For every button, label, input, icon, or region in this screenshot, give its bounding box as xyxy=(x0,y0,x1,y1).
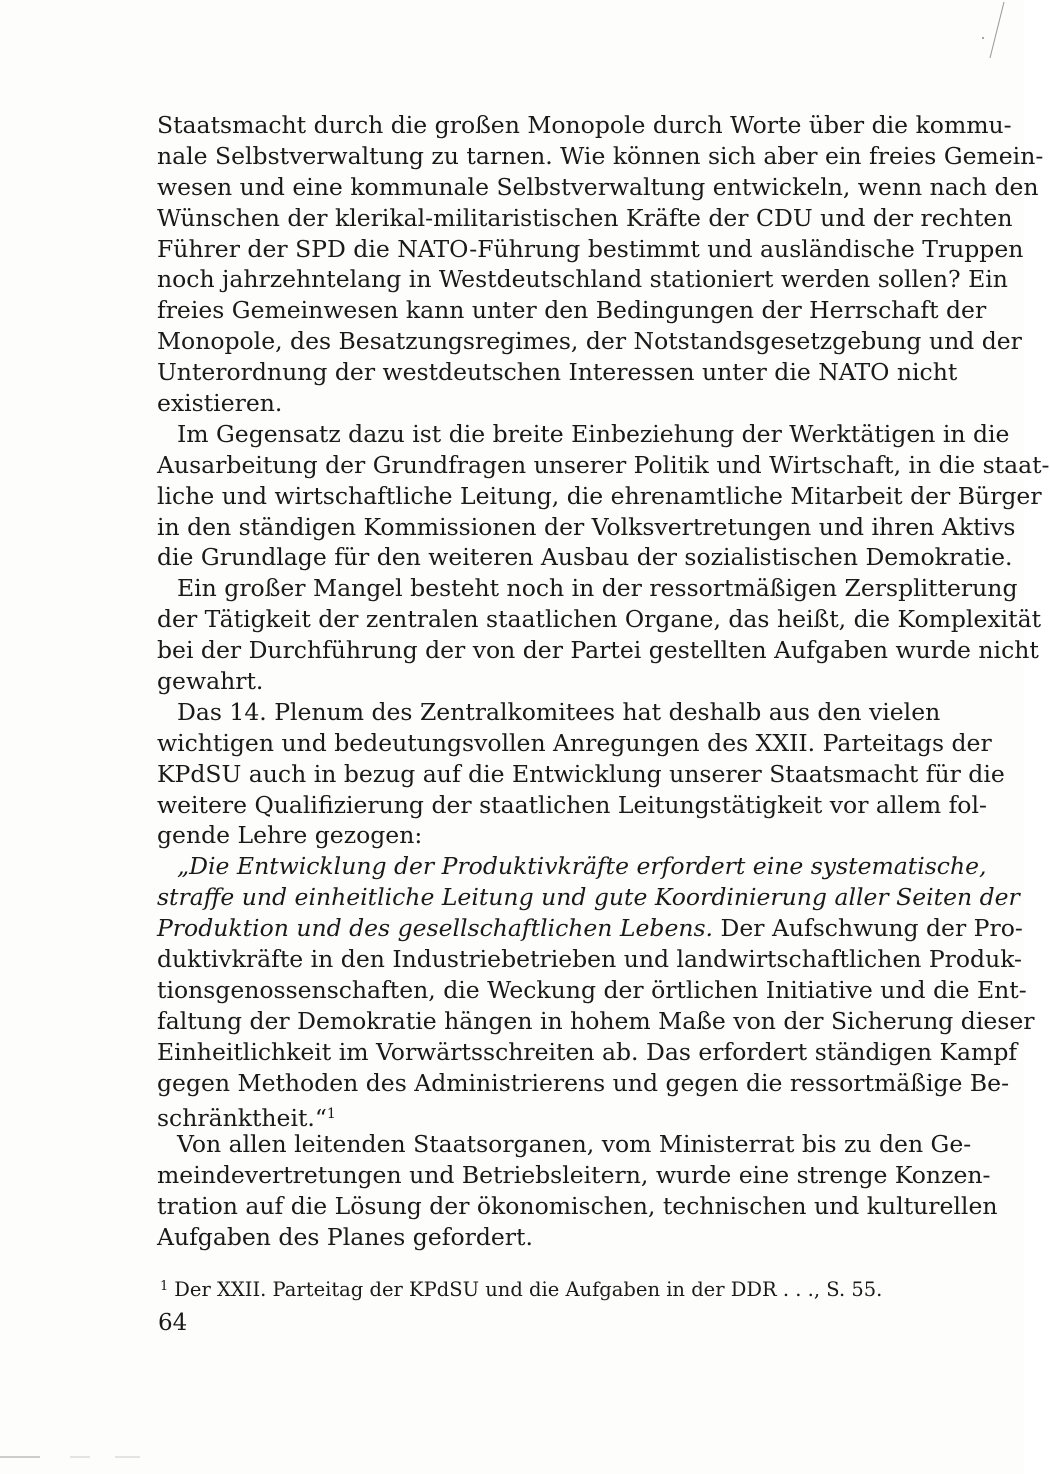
body-text xyxy=(157,110,1050,1253)
text-line: nale Selbstverwaltung zu tarnen. Wie können sich aber ein freies Gemein- xyxy=(157,141,1044,170)
text-line: bei der Durchführung der von der Partei gestellten Aufgaben wurde nicht xyxy=(157,636,1039,665)
text-line: Von allen leitenden Staatsorganen, vom Ministerrat bis zu den Ge- xyxy=(177,1130,972,1159)
text-line: freies Gemeinwesen kann unter den Bedingungen der Herrschaft der xyxy=(157,296,987,325)
paragraph xyxy=(157,110,1044,419)
text-line: Führer der SPD die NATO-Führung bestimmt und ausländische Truppen xyxy=(157,234,1024,263)
text-line: Einheitlichkeit im Vorwärtsschreiten ab. Das erfordert ständigen Kampf xyxy=(157,1037,1018,1066)
text-line: Aufgaben des Planes gefordert. xyxy=(157,1223,533,1252)
text-line: weitere Qualifizierung der staatlichen Leitungstätigkeit vor allem fol- xyxy=(157,790,987,819)
text-line: Unterordnung der westdeutschen Interessen unter die NATO nicht xyxy=(157,358,958,387)
normal-fragment: Der Aufschwung der Pro- xyxy=(713,914,1023,943)
text-line: Wünschen der klerikal-militaristischen Kräfte der CDU und der rechten xyxy=(157,203,1013,232)
quotation-paragraph xyxy=(157,851,1035,1132)
text-line: die Grundlage für den weiteren Ausbau der sozialistischen Demokratie. xyxy=(157,543,1013,572)
italic-fragment: Produktion und des gesellschaftlichen Lebens. xyxy=(157,914,714,943)
mixed-line xyxy=(157,913,1023,944)
footnote-text: Der XXII. Parteitag der KPdSU und die Aufgaben in der DDR . . ., S. 55. xyxy=(174,1278,883,1301)
text-line: Das 14. Plenum des Zentralkomitees hat deshalb aus den vielen xyxy=(177,697,941,726)
text-line: meindevertretungen und Betriebsleitern, wurde eine strenge Konzen- xyxy=(157,1161,991,1190)
text-line: Ausarbeitung der Grundfragen unserer Politik und Wirtschaft, in die staat- xyxy=(157,450,1050,479)
italic-line: straffe und einheitliche Leitung und gute Koordinierung aller Seiten der xyxy=(157,883,1020,912)
text-line: liche und wirtschaftliche Leitung, die ehrenamtliche Mitarbeit der Bürger xyxy=(157,481,1042,510)
paragraph xyxy=(157,1129,998,1253)
pencil-mark xyxy=(966,0,1006,60)
text-line: wesen und eine kommunale Selbstverwaltung entwickeln, wenn nach den xyxy=(157,172,1039,201)
paragraph xyxy=(157,573,1042,697)
text-line: duktivkräfte in den Industriebetrieben und landwirtschaftlichen Produk- xyxy=(157,945,1022,974)
footnote-marker: 1 xyxy=(160,1279,169,1294)
page-number: 64 xyxy=(158,1310,188,1336)
text-line: gewahrt. xyxy=(157,667,264,696)
text-line: Staatsmacht durch die großen Monopole durch Worte über die kommu- xyxy=(157,111,1012,139)
paragraph xyxy=(157,419,1050,573)
text-line: noch jahrzehntelang in Westdeutschland stationiert werden sollen? Ein xyxy=(157,265,1008,294)
quote-end: schränktheit.“ xyxy=(157,1103,327,1132)
scan-artifact xyxy=(0,1452,300,1462)
paragraph xyxy=(157,697,1005,851)
text-line: existieren. xyxy=(157,389,283,418)
text-line: faltung der Demokratie hängen in hohem Maße von der Sicherung dieser xyxy=(157,1006,1035,1035)
text-line: der Tätigkeit der zentralen staatlichen Organe, das heißt, die Komplexität xyxy=(157,605,1042,634)
text-line: Monopole, des Besatzungsregimes, der Notstandsgesetzgebung und der xyxy=(157,327,1022,356)
text-line xyxy=(157,1099,935,1130)
footnote-reference[interactable]: 1 xyxy=(326,1105,336,1122)
text-line: wichtigen und bedeutungsvollen Anregungen des XXII. Parteitags der xyxy=(157,728,992,757)
footnote xyxy=(160,1273,900,1304)
text-line: Ein großer Mangel besteht noch in der ressortmäßigen Zersplitterung xyxy=(177,574,1018,603)
text-line: gende Lehre gezogen: xyxy=(157,821,423,850)
text-line: tration auf die Lösung der ökonomischen, technischen und kulturellen xyxy=(157,1192,998,1221)
text-line: in den ständigen Kommissionen der Volksvertretungen und ihren Aktivs xyxy=(157,512,1016,541)
text-line: tionsgenossenschaften, die Weckung der örtlichen Initiative und die Ent- xyxy=(157,975,1027,1004)
text-line: Im Gegensatz dazu ist die breite Einbeziehung der Werktätigen in die xyxy=(177,419,1010,448)
text-line: gegen Methoden des Administrierens und gegen die ressortmäßige Be- xyxy=(157,1068,1010,1097)
text-line: KPdSU auch in bezug auf die Entwicklung unserer Staatsmacht für die xyxy=(157,759,1005,788)
italic-line: „Die Entwicklung der Produktivkräfte erfordert eine systematische, xyxy=(177,852,987,881)
